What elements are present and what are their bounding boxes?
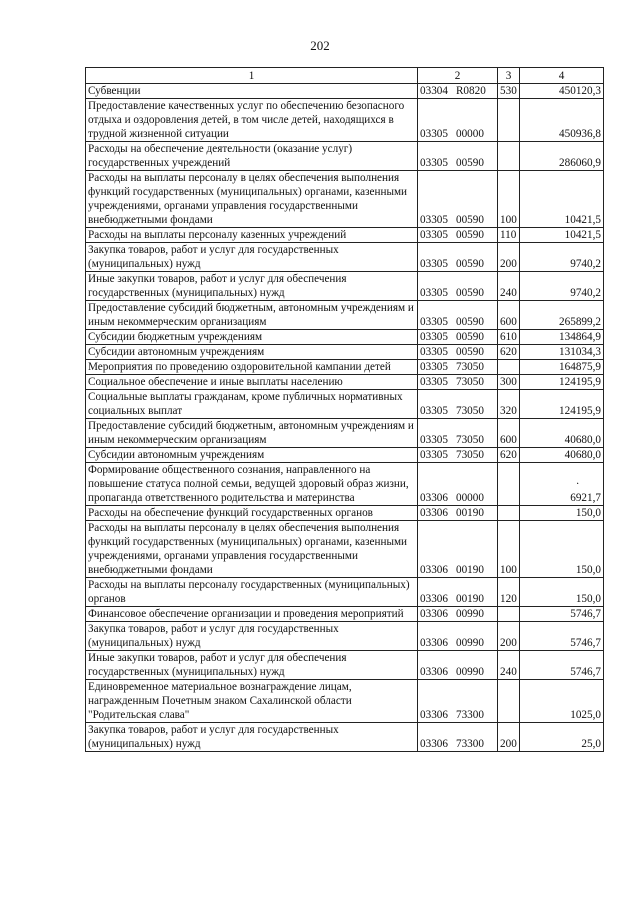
table-row [86,228,604,243]
expense-type-code [498,607,520,622]
item-name: Расходы на обеспечение функций государственных органов [86,506,418,521]
code-direction: 73050 [455,405,484,417]
expense-type-code [498,360,520,375]
expense-type-code: 100 [498,521,520,578]
expense-type-code [498,463,520,506]
target-code [418,390,498,419]
code-direction: 00590 [455,258,484,270]
target-code [418,375,498,390]
amount-cell [520,607,604,622]
code-direction: 00590 [455,229,484,241]
amount-cell [520,651,604,680]
amount-value: 131034,3 [559,346,601,358]
item-name: Закупка товаров, работ и услуг для государственных (муниципальных) нужд [86,723,418,752]
budget-table [85,67,604,752]
code-program: 03306 [420,637,448,649]
expense-type-code: 200 [498,243,520,272]
amount-cell [520,463,604,506]
amount-cell [520,243,604,272]
code-direction: 73050 [455,376,484,388]
target-code [418,345,498,360]
code-direction: 00990 [455,666,484,678]
amount-cell [520,272,604,301]
target-code [418,99,498,142]
amount-cell [520,301,604,330]
amount-value: 5746,7 [570,666,601,678]
item-name: Субвенции [86,84,418,99]
code-direction: 00990 [455,637,484,649]
amount-value: 10421,5 [564,229,601,241]
code-direction: 00590 [455,157,484,169]
table-row [86,622,604,651]
amount-cell [520,360,604,375]
amount-cell [520,142,604,171]
expense-type-code [498,99,520,142]
item-name: Субсидии бюджетным учреждениям [86,330,418,345]
item-name: Субсидии автономным учреждениям [86,448,418,463]
table-row [86,506,604,521]
amount-value: 450936,8 [559,128,601,140]
code-direction: 00000 [455,128,484,140]
target-code [418,243,498,272]
expense-type-code: 110 [498,228,520,243]
target-code [418,330,498,345]
target-code [418,272,498,301]
target-code [418,622,498,651]
table-row [86,651,604,680]
target-code [418,142,498,171]
expense-type-code: 320 [498,390,520,419]
code-direction: 73050 [455,361,484,373]
amount-cell [520,723,604,752]
table-row [86,390,604,419]
target-code [418,84,498,99]
item-name: Расходы на выплаты персоналу в целях обеспечения выполнения функций государственных (муниципальных) органами, казенными учреждениями, органами управления государственными внебюджетными фондами [86,171,418,228]
code-program: 03306 [420,507,448,519]
code-program: 03305 [420,434,448,446]
code-program: 03306 [420,738,448,750]
code-direction: 00000 [455,492,484,504]
table-row [86,142,604,171]
expense-type-code: 200 [498,622,520,651]
item-name: Формирование общественного сознания, направленного на повышение статуса полной семьи, ведущей здоровый образ жизни, пропаганда ответственного родительства и материнства [86,463,418,506]
expense-type-code [498,506,520,521]
table-row [86,272,604,301]
item-name: Расходы на обеспечение деятельности (оказание услуг) государственных учреждений [86,142,418,171]
amount-value: 124195,9 [559,376,601,388]
target-code [418,723,498,752]
expense-type-code: 240 [498,651,520,680]
item-name: Иные закупки товаров, работ и услуг для обеспечения государственных (муниципальных) нужд [86,272,418,301]
stray-mark: . [576,475,579,487]
table-row [86,345,604,360]
code-program: 03304 [420,85,448,97]
table-row [86,301,604,330]
amount-cell [520,228,604,243]
amount-value: 9740,2 [570,287,601,299]
amount-value: 150,0 [575,564,601,576]
item-name: Закупка товаров, работ и услуг для государственных (муниципальных) нужд [86,243,418,272]
code-direction: 00990 [455,608,484,620]
code-direction: 73050 [455,434,484,446]
table-row [86,171,604,228]
header-col-2: 2 [418,68,498,84]
amount-cell [520,99,604,142]
item-name: Расходы на выплаты персоналу государственных (муниципальных) органов [86,578,418,607]
amount-value: 164875,9 [559,361,601,373]
target-code [418,463,498,506]
expense-type-code [498,680,520,723]
code-program: 03306 [420,564,448,576]
table-row [86,607,604,622]
code-direction: R0820 [455,85,486,97]
amount-value: 5746,7 [570,637,601,649]
target-code [418,360,498,375]
amount-value: 150,0 [575,507,601,519]
code-program: 03306 [420,492,448,504]
amount-cell [520,375,604,390]
item-name: Предоставление субсидий бюджетным, автономным учреждениям и иным некоммерческим организациям [86,419,418,448]
table-row [86,578,604,607]
table-row [86,330,604,345]
code-direction: 00590 [455,346,484,358]
code-direction: 00590 [455,331,484,343]
code-program: 03306 [420,593,448,605]
amount-value: 134864,9 [559,331,601,343]
expense-type-code: 600 [498,419,520,448]
amount-cell [520,419,604,448]
target-code [418,228,498,243]
amount-value: 5746,7 [570,608,601,620]
amount-cell [520,330,604,345]
amount-value: 124195,9 [559,405,601,417]
code-direction: 00190 [455,564,484,576]
amount-cell [520,390,604,419]
code-direction: 73300 [455,709,484,721]
target-code [418,680,498,723]
code-program: 03305 [420,376,448,388]
amount-value: 150,0 [575,593,601,605]
item-name: Финансовое обеспечение организации и проведения мероприятий [86,607,418,622]
code-program: 03306 [420,608,448,620]
amount-value: 1025,0 [570,709,601,721]
item-name: Единовременное материальное вознаграждение лицам, награжденным Почетным знаком Сахалинской области "Родительская слава" [86,680,418,723]
code-program: 03306 [420,666,448,678]
code-direction: 00590 [455,287,484,299]
item-name: Расходы на выплаты персоналу в целях обеспечения выполнения функций государственных (муниципальных) органами, казенными учреждениями, органами управления государственными внебюджетными фондами [86,521,418,578]
target-code [418,506,498,521]
expense-type-code: 620 [498,345,520,360]
expense-type-code: 530 [498,84,520,99]
header-col-4: 4 [520,68,604,84]
amount-value: 6921,7 [570,492,601,504]
expense-type-code: 120 [498,578,520,607]
amount-value: 286060,9 [559,157,601,169]
amount-value: 450120,3 [559,85,601,97]
code-direction: 00190 [455,593,484,605]
table-row [86,360,604,375]
table-row [86,723,604,752]
table-body [86,84,604,752]
item-name: Социальные выплаты гражданам, кроме публичных нормативных социальных выплат [86,390,418,419]
amount-value: 40680,0 [564,449,601,461]
code-direction: 73050 [455,449,484,461]
amount-value: 10421,5 [564,214,601,226]
item-name: Субсидии автономным учреждениям [86,345,418,360]
amount-cell [520,171,604,228]
expense-type-code: 620 [498,448,520,463]
code-program: 03305 [420,361,448,373]
header-col-3: 3 [498,68,520,84]
item-name: Социальное обеспечение и иные выплаты населению [86,375,418,390]
amount-value: 25,0 [581,738,601,750]
code-direction: 00590 [455,316,484,328]
expense-type-code: 200 [498,723,520,752]
table-row [86,419,604,448]
code-program: 03305 [420,331,448,343]
target-code [418,171,498,228]
expense-type-code [498,142,520,171]
code-program: 03305 [420,214,448,226]
item-name: Закупка товаров, работ и услуг для государственных (муниципальных) нужд [86,622,418,651]
header-col-1: 1 [86,68,418,84]
target-code [418,607,498,622]
expense-type-code: 610 [498,330,520,345]
amount-cell [520,506,604,521]
table-row [86,448,604,463]
code-program: 03305 [420,346,448,358]
table-header-row [86,68,604,84]
item-name: Иные закупки товаров, работ и услуг для обеспечения государственных (муниципальных) нужд [86,651,418,680]
item-name: Предоставление субсидий бюджетным, автономным учреждениям и иным некоммерческим организациям [86,301,418,330]
code-program: 03305 [420,287,448,299]
page-number: 202 [310,38,330,53]
code-direction: 73300 [455,738,484,750]
code-program: 03305 [420,258,448,270]
target-code [418,651,498,680]
target-code [418,301,498,330]
expense-type-code: 600 [498,301,520,330]
table-row [86,99,604,142]
code-program: 03305 [420,405,448,417]
code-direction: 00590 [455,214,484,226]
target-code [418,521,498,578]
expense-type-code: 100 [498,171,520,228]
table-row [86,521,604,578]
code-program: 03305 [420,128,448,140]
table-row [86,463,604,506]
amount-cell [520,521,604,578]
target-code [418,419,498,448]
amount-cell [520,345,604,360]
target-code [418,578,498,607]
amount-cell [520,680,604,723]
code-program: 03305 [420,229,448,241]
amount-cell [520,622,604,651]
amount-value: 40680,0 [564,434,601,446]
amount-cell [520,448,604,463]
amount-cell [520,578,604,607]
table-row [86,243,604,272]
table-row [86,680,604,723]
expense-type-code: 240 [498,272,520,301]
table-row [86,375,604,390]
amount-cell [520,84,604,99]
item-name: Мероприятия по проведению оздоровительной кампании детей [86,360,418,375]
code-program: 03305 [420,316,448,328]
amount-value: 9740,2 [570,258,601,270]
target-code [418,448,498,463]
expense-type-code: 300 [498,375,520,390]
amount-value: 265899,2 [559,316,601,328]
code-program: 03305 [420,449,448,461]
code-program: 03305 [420,157,448,169]
item-name: Предоставление качественных услуг по обеспечению безопасного отдыха и оздоровления детей, в том числе детей, находящихся в трудной жизненной ситуации [86,99,418,142]
code-direction: 00190 [455,507,484,519]
item-name: Расходы на выплаты персоналу казенных учреждений [86,228,418,243]
table-row [86,84,604,99]
code-program: 03306 [420,709,448,721]
